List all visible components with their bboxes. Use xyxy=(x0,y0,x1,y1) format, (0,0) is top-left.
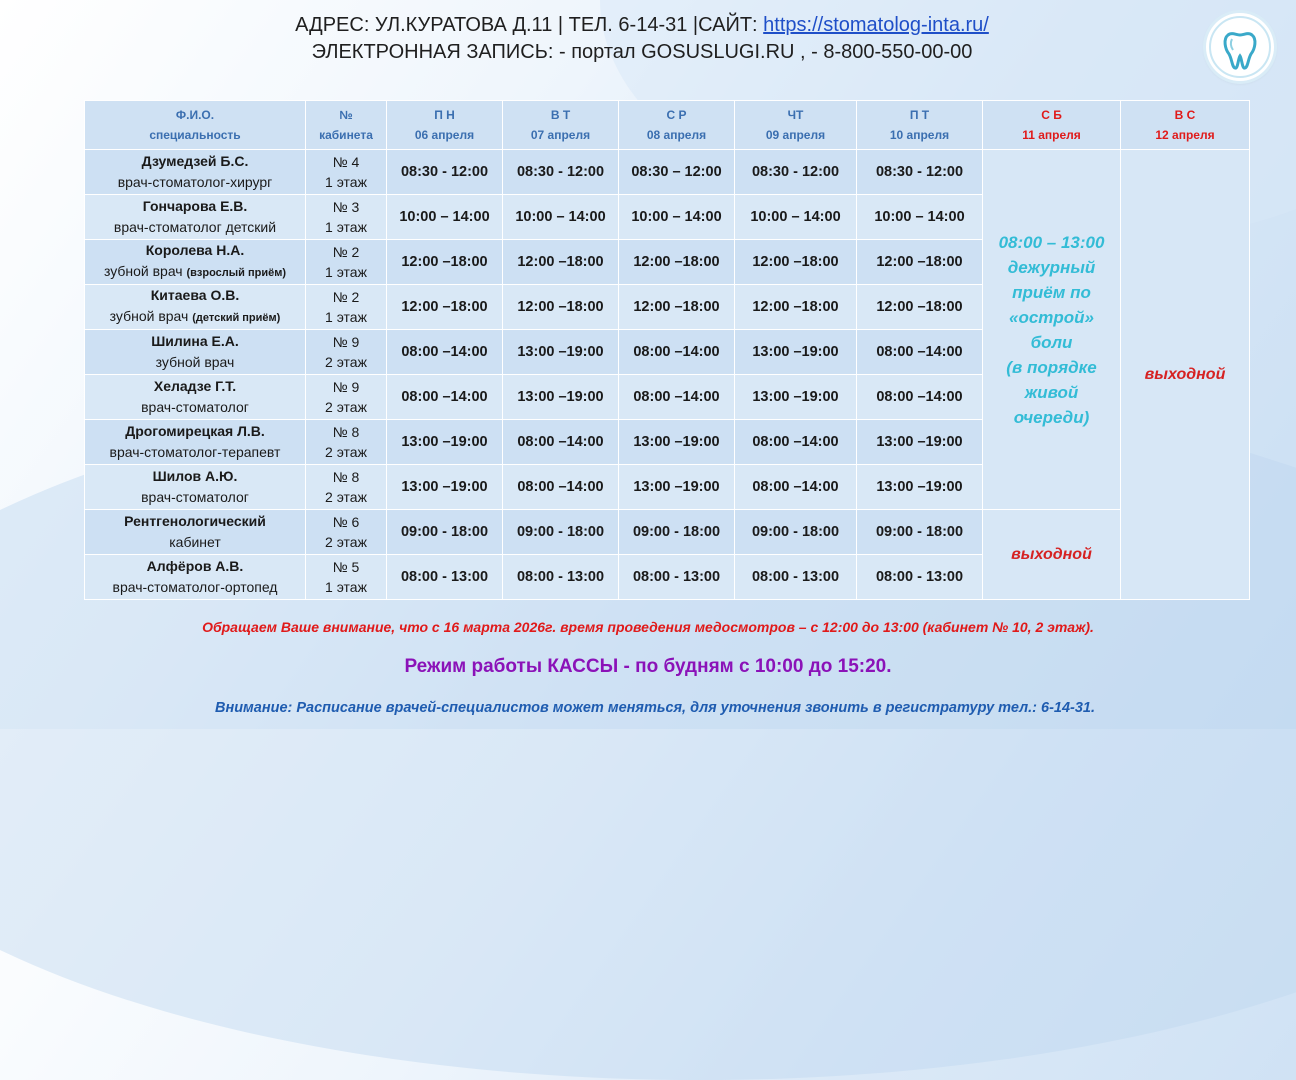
column-header-subtitle: кабинета xyxy=(319,128,373,142)
time-cell: 08:00 –14:00 xyxy=(387,375,503,420)
time-cell: 08:00 - 13:00 xyxy=(619,555,735,600)
column-header-subtitle: 10 апреля xyxy=(889,128,950,142)
medical-checkup-note: Обращаем Ваше внимание, что с 16 марта 2026г. время проведения медосмотров – с 12:00 до 13:00 (кабинет № 10, 2 этаж). xyxy=(202,619,1094,635)
cabinet-floor: 2 этаж xyxy=(325,399,367,415)
cabinet-floor: 1 этаж xyxy=(325,264,367,280)
time-cell: 08:00 - 13:00 xyxy=(735,555,857,600)
doctor-specialty xyxy=(85,261,305,284)
time-cell: 12:00 –18:00 xyxy=(735,240,857,285)
time-cell: 10:00 – 14:00 xyxy=(387,195,503,240)
time-cell: 12:00 –18:00 xyxy=(619,240,735,285)
time-cell: 13:00 –19:00 xyxy=(857,420,983,465)
column-header-subtitle: 12 апреля xyxy=(1155,128,1215,142)
specialty-text: врач-стоматолог xyxy=(141,399,249,415)
doctor-specialty xyxy=(85,577,305,598)
saturday-duty-line: боли xyxy=(1030,332,1073,352)
saturday-duty-line: приём по xyxy=(1012,282,1091,302)
column-header-subtitle: 07 апреля xyxy=(530,128,591,142)
doctor-name: Рентгенологический xyxy=(124,513,266,529)
time-cell: 12:00 –18:00 xyxy=(619,285,735,330)
column-header xyxy=(306,101,387,150)
time-cell: 12:00 –18:00 xyxy=(503,240,619,285)
specialty-text: зубной врач xyxy=(155,354,235,370)
time-cell: 12:00 –18:00 xyxy=(857,285,983,330)
column-header-subtitle: 08 апреля xyxy=(646,128,707,142)
column-header-subtitle: специальность xyxy=(149,128,241,142)
time-cell: 08:00 –14:00 xyxy=(619,330,735,375)
cabinet-cell xyxy=(306,240,387,285)
time-cell: 09:00 - 18:00 xyxy=(619,510,735,555)
time-cell: 13:00 –19:00 xyxy=(735,375,857,420)
address-text: АДРЕС: УЛ.КУРАТОВА Д.11 | ТЕЛ. 6-14-31 |САЙТ: xyxy=(295,14,764,36)
time-cell: 08:00 –14:00 xyxy=(735,420,857,465)
saturday-duty-line: очереди) xyxy=(1013,407,1090,427)
doctor-specialty xyxy=(85,487,305,508)
specialty-note: (взрослый приём) xyxy=(186,267,287,279)
time-cell: 10:00 – 14:00 xyxy=(619,195,735,240)
time-cell: 12:00 –18:00 xyxy=(503,285,619,330)
specialty-text: врач-стоматолог-терапевт xyxy=(109,444,281,460)
cabinet-cell xyxy=(306,195,387,240)
cabinet-cell xyxy=(306,330,387,375)
cabinet-floor: 2 этаж xyxy=(325,444,367,460)
cabinet-floor: 2 этаж xyxy=(325,354,367,370)
column-header xyxy=(983,101,1121,150)
attention-note: Внимание: Расписание врачей-специалистов может меняться, для уточнения звонить в регистратуру тел.: 6-14-31. xyxy=(214,700,1096,716)
doctor-cell xyxy=(85,285,306,330)
time-cell: 13:00 –19:00 xyxy=(735,330,857,375)
column-header xyxy=(1121,101,1250,150)
time-cell: 13:00 –19:00 xyxy=(619,420,735,465)
doctor-name: Алфёров А.В. xyxy=(146,558,244,574)
time-cell: 08:00 –14:00 xyxy=(387,330,503,375)
cabinet-cell xyxy=(306,375,387,420)
doctor-cell xyxy=(85,195,306,240)
time-cell: 08:00 - 13:00 xyxy=(387,555,503,600)
doctor-name: Королева Н.А. xyxy=(145,242,245,258)
cabinet-cell xyxy=(306,420,387,465)
time-cell: 09:00 - 18:00 xyxy=(735,510,857,555)
cabinet-number: № 3 xyxy=(332,199,360,215)
time-cell: 12:00 –18:00 xyxy=(735,285,857,330)
column-header-title: Ф.И.О. xyxy=(175,108,215,122)
time-cell: 08:30 – 12:00 xyxy=(619,150,735,195)
sunday-off-cell: выходной xyxy=(1121,150,1250,600)
doctor-name: Хеладзе Г.Т. xyxy=(153,378,237,394)
column-header xyxy=(735,101,857,150)
doctor-cell xyxy=(85,420,306,465)
time-cell: 13:00 –19:00 xyxy=(857,465,983,510)
doctor-specialty xyxy=(85,306,305,329)
time-cell: 08:00 –14:00 xyxy=(857,375,983,420)
online-booking-line: ЭЛЕКТРОННАЯ ЗАПИСЬ: - портал GOSUSLUGI.RU , - 8-800-550-00-00 xyxy=(311,41,973,63)
doctor-name: Китаева О.В. xyxy=(150,287,240,303)
doctor-cell xyxy=(85,150,306,195)
column-header xyxy=(85,101,306,150)
column-header-subtitle: 09 апреля xyxy=(765,128,826,142)
doctor-specialty xyxy=(85,172,305,193)
column-header-title: П Т xyxy=(909,108,930,122)
cabinet-floor: 2 этаж xyxy=(325,534,367,550)
column-header xyxy=(387,101,503,150)
schedule-table xyxy=(84,100,1250,600)
cabinet-cell xyxy=(306,510,387,555)
contact-header xyxy=(0,12,1284,66)
cabinet-number: № 9 xyxy=(332,379,360,395)
column-header-title: ЧТ xyxy=(787,108,804,122)
specialty-text: зубной врач xyxy=(103,263,183,279)
saturday-duty-line: живой xyxy=(1024,382,1079,402)
column-header-title: П Н xyxy=(434,108,455,122)
time-cell: 08:30 - 12:00 xyxy=(503,150,619,195)
specialty-text: кабинет xyxy=(169,534,221,550)
table-header-row xyxy=(85,101,1250,150)
cabinet-number: № 8 xyxy=(332,469,360,485)
doctor-specialty xyxy=(85,397,305,418)
time-cell: 12:00 –18:00 xyxy=(857,240,983,285)
saturday-duty-line: (в порядке xyxy=(1006,357,1097,377)
cabinet-cell xyxy=(306,555,387,600)
saturday-off-cell: выходной xyxy=(983,510,1121,600)
cabinet-floor: 1 этаж xyxy=(325,579,367,595)
column-header-title: В С xyxy=(1174,108,1196,122)
doctor-cell xyxy=(85,375,306,420)
doctor-name: Дзумедзей Б.С. xyxy=(141,153,249,169)
doctor-cell xyxy=(85,330,306,375)
time-cell: 09:00 - 18:00 xyxy=(503,510,619,555)
cabinet-cell xyxy=(306,465,387,510)
time-cell: 10:00 – 14:00 xyxy=(857,195,983,240)
column-header-title: В Т xyxy=(550,108,571,122)
time-cell: 08:30 - 12:00 xyxy=(735,150,857,195)
doctor-specialty xyxy=(85,532,305,553)
cabinet-number: № 8 xyxy=(332,424,360,440)
doctor-cell xyxy=(85,465,306,510)
doctor-specialty xyxy=(85,442,305,463)
time-cell: 08:00 –14:00 xyxy=(735,465,857,510)
cabinet-cell xyxy=(306,150,387,195)
column-header xyxy=(503,101,619,150)
cabinet-floor: 1 этаж xyxy=(325,219,367,235)
column-header-subtitle: 06 апреля xyxy=(414,128,475,142)
doctor-specialty xyxy=(85,352,305,373)
time-cell: 13:00 –19:00 xyxy=(387,465,503,510)
time-cell: 09:00 - 18:00 xyxy=(857,510,983,555)
specialty-text: врач-стоматолог детский xyxy=(113,219,277,235)
time-cell: 08:00 - 13:00 xyxy=(857,555,983,600)
column-header-title: № xyxy=(339,108,353,122)
cabinet-floor: 2 этаж xyxy=(325,489,367,505)
specialty-text: зубной врач xyxy=(109,308,189,324)
column-header-title: С Р xyxy=(666,108,687,122)
doctor-cell xyxy=(85,240,306,285)
doctor-cell xyxy=(85,555,306,600)
tooth-logo-icon xyxy=(1206,13,1274,81)
site-link[interactable]: https://stomatolog-inta.ru/ xyxy=(763,14,989,36)
time-cell: 12:00 –18:00 xyxy=(387,240,503,285)
time-cell: 08:00 - 13:00 xyxy=(503,555,619,600)
cabinet-number: № 2 xyxy=(332,289,360,305)
column-header xyxy=(619,101,735,150)
table-row xyxy=(85,150,1250,195)
cabinet-number: № 6 xyxy=(332,514,360,530)
saturday-duty-cell xyxy=(983,150,1121,510)
specialty-note: (детский приём) xyxy=(192,312,281,324)
doctor-name: Гончарова Е.В. xyxy=(142,198,248,214)
time-cell: 08:00 –14:00 xyxy=(503,465,619,510)
doctor-specialty xyxy=(85,217,305,238)
column-header-subtitle: 11 апреля xyxy=(1022,128,1081,142)
cabinet-number: № 2 xyxy=(332,244,360,260)
column-header xyxy=(857,101,983,150)
time-cell: 08:00 –14:00 xyxy=(857,330,983,375)
time-cell: 08:30 - 12:00 xyxy=(387,150,503,195)
time-cell: 13:00 –19:00 xyxy=(503,330,619,375)
clinic-logo xyxy=(1206,13,1274,81)
column-header-title: С Б xyxy=(1041,108,1062,122)
time-cell: 10:00 – 14:00 xyxy=(503,195,619,240)
time-cell: 09:00 - 18:00 xyxy=(387,510,503,555)
saturday-duty-line: 08:00 – 13:00 xyxy=(998,232,1105,252)
specialty-text: врач-стоматолог xyxy=(141,489,249,505)
cabinet-number: № 9 xyxy=(332,334,360,350)
cashier-hours-note: Режим работы КАССЫ - по будням с 10:00 до 15:20. xyxy=(404,656,892,677)
cabinet-number: № 4 xyxy=(332,154,360,170)
time-cell: 12:00 –18:00 xyxy=(387,285,503,330)
time-cell: 08:00 –14:00 xyxy=(503,420,619,465)
time-cell: 13:00 –19:00 xyxy=(619,465,735,510)
cabinet-floor: 1 этаж xyxy=(325,174,367,190)
time-cell: 10:00 – 14:00 xyxy=(735,195,857,240)
cabinet-number: № 5 xyxy=(332,559,360,575)
saturday-duty-line: дежурный xyxy=(1007,257,1096,277)
time-cell: 08:00 –14:00 xyxy=(619,375,735,420)
cabinet-cell xyxy=(306,285,387,330)
time-cell: 08:30 - 12:00 xyxy=(857,150,983,195)
specialty-text: врач-стоматолог-хирург xyxy=(117,174,273,190)
doctor-name: Шилов А.Ю. xyxy=(152,468,238,484)
doctor-name: Шилина Е.А. xyxy=(151,333,239,349)
time-cell: 13:00 –19:00 xyxy=(503,375,619,420)
address-line xyxy=(0,12,1284,39)
doctor-cell xyxy=(85,510,306,555)
table-row xyxy=(85,510,1250,555)
saturday-duty-line: «острой» xyxy=(1008,307,1095,327)
time-cell: 13:00 –19:00 xyxy=(387,420,503,465)
specialty-text: врач-стоматолог-ортопед xyxy=(112,579,278,595)
doctor-name: Дрогомирецкая Л.В. xyxy=(125,423,265,439)
cabinet-floor: 1 этаж xyxy=(325,309,367,325)
